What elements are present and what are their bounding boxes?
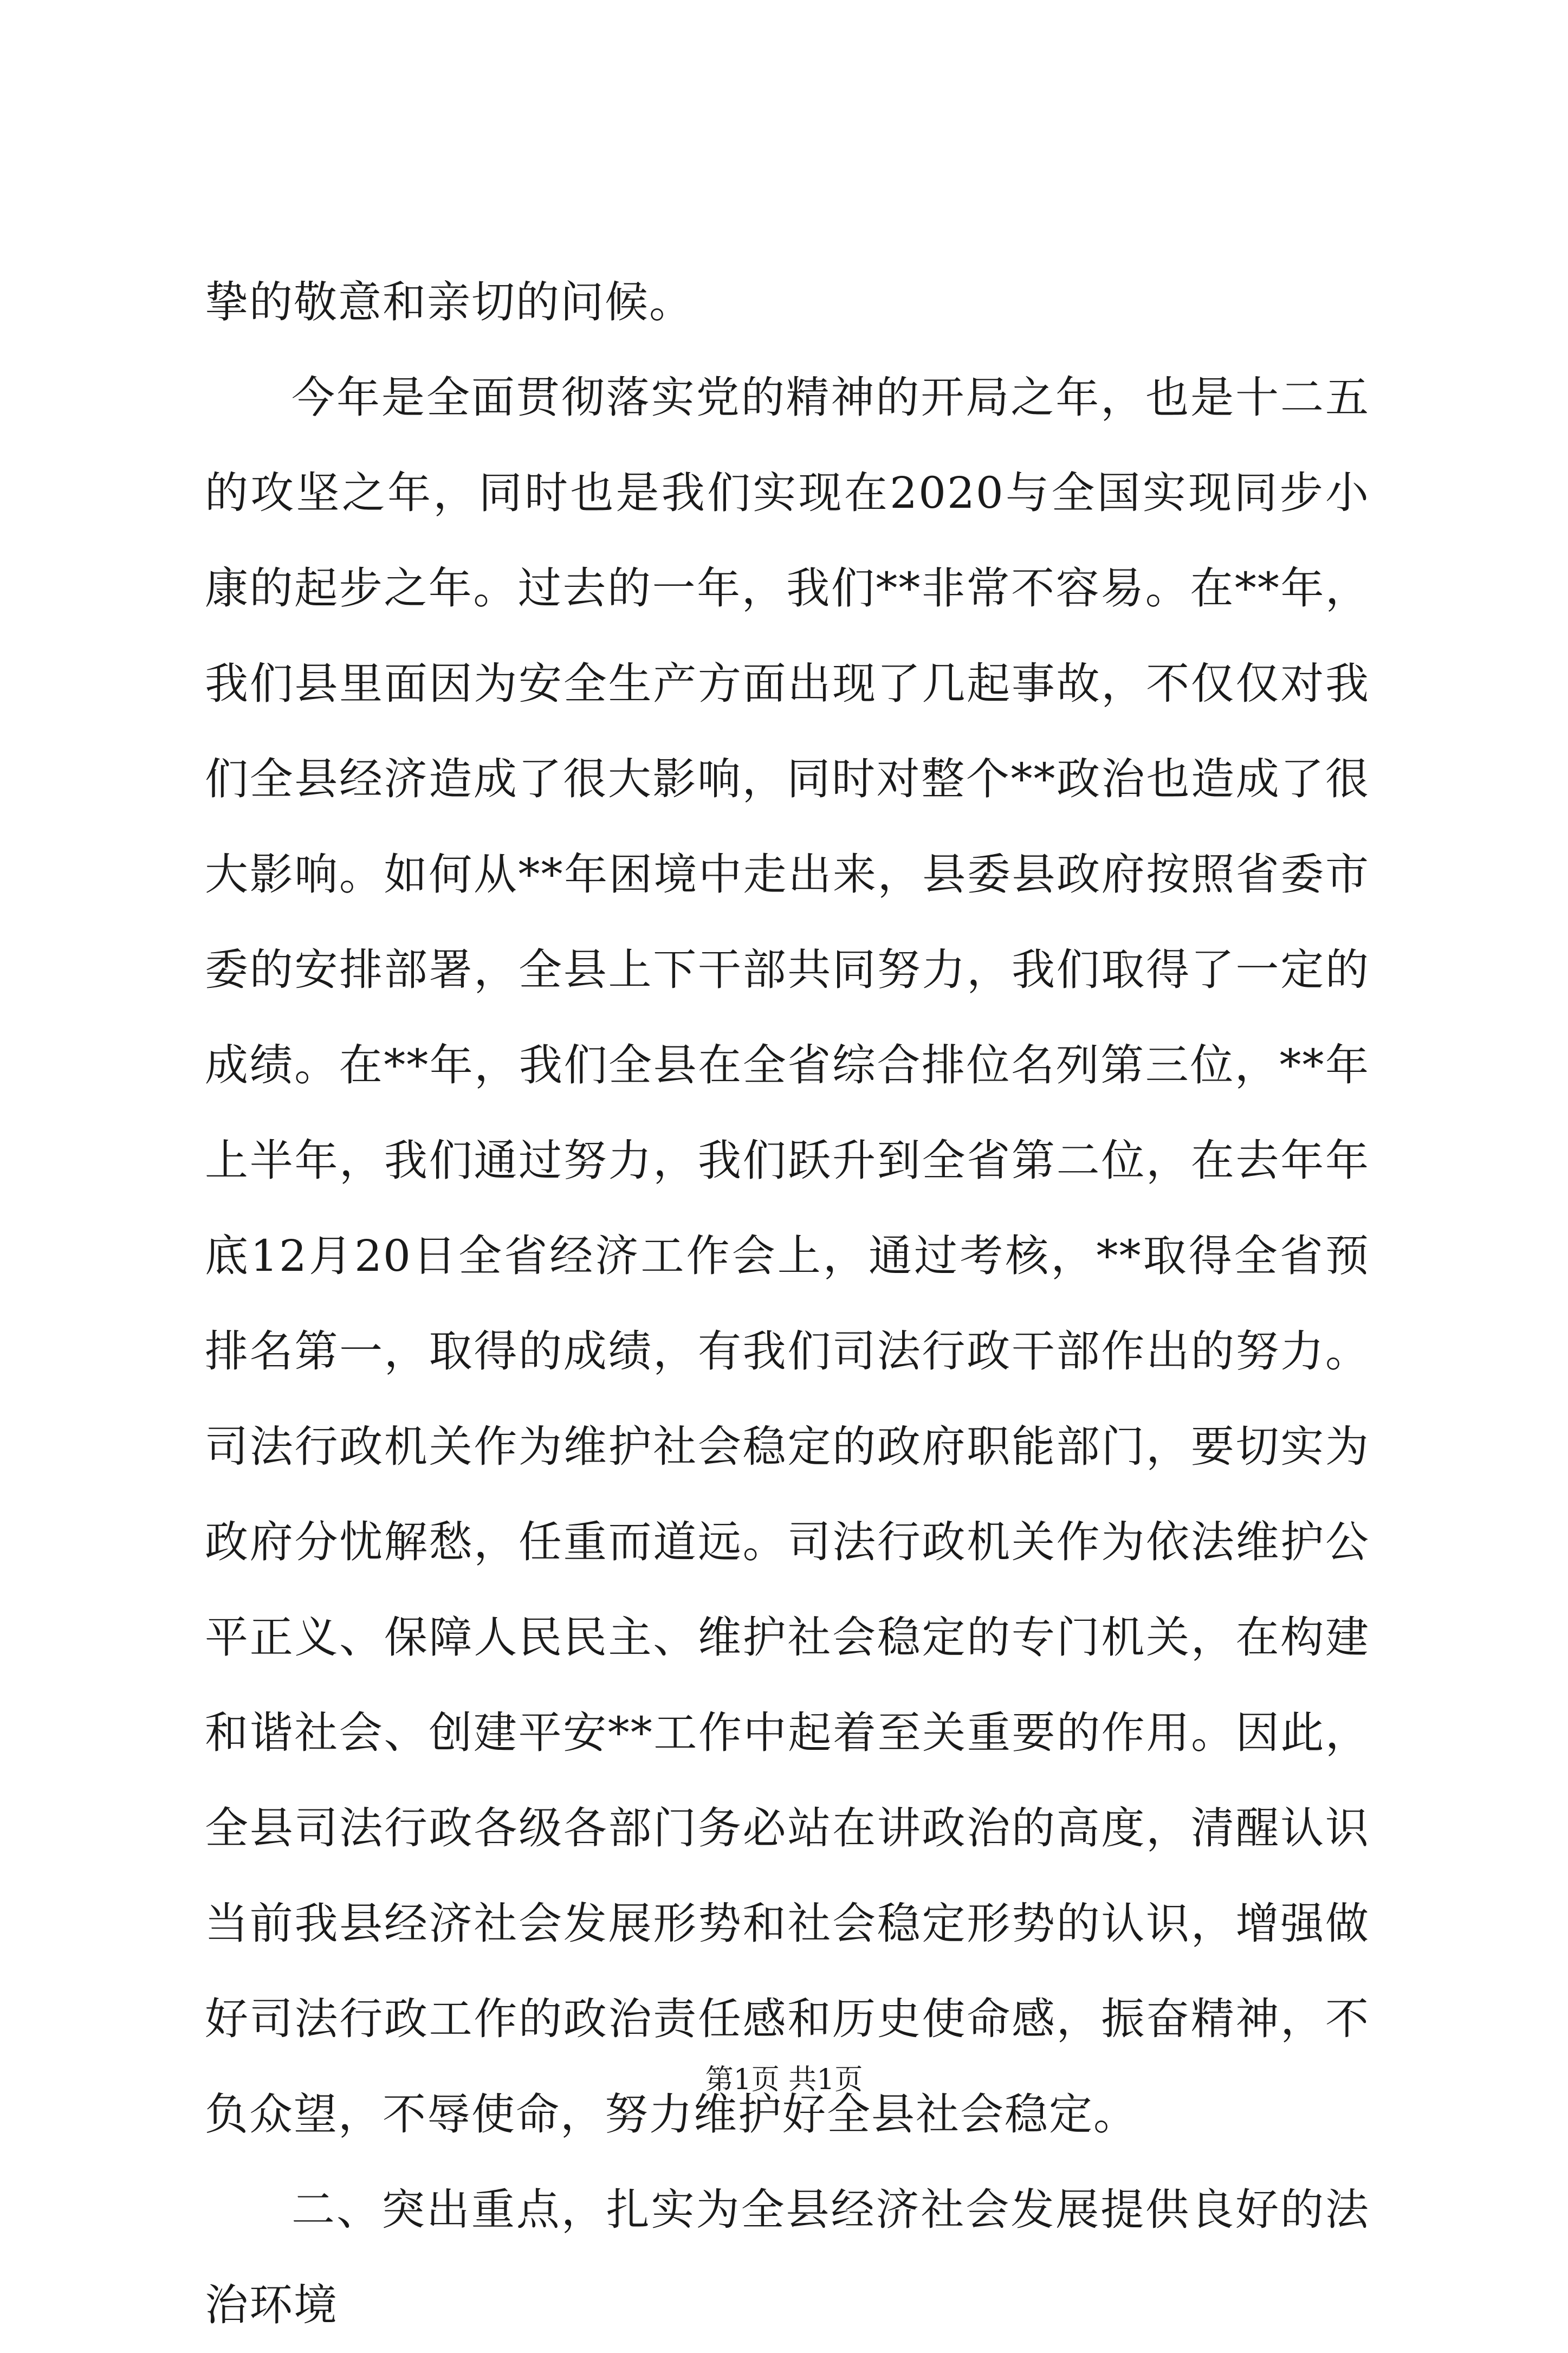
section-heading: 二、突出重点，扎实为全县经济社会发展提供良好的法治环境 bbox=[205, 2184, 1370, 2330]
paragraph-continuation: 挚的敬意和亲切的问候。 bbox=[205, 277, 694, 327]
page-footer: 第1页 共1页 bbox=[705, 2064, 863, 2096]
document-body bbox=[205, 255, 1370, 2353]
paragraph-main: 今年是全面贯彻落实党的精神的开局之年，也是十二五的攻坚之年，同时也是我们实现在2020与全国实现同步小康的起步之年。过去的一年，我们**非常不容易。在**年，我们县里面因为安全生产方面出现了几起事故，不仅仅对我们全县经济造成了很大影响，同时对整个**政治也造成了很大影响。如何从**年困境中走出来，县委县政府按照省委市委的安排部署，全县上下干部共同努力，我们取得了一定的成绩。在**年，我们全县在全省综合排位名列第三位，**年上半年，我们通过努力，我们跃升到全省第二位，在去年年底12月20日全省经济工作会上，通过考核，**取得全省预排名第一，取得的成绩，有我们司法行政干部作出的努力。司法行政机关作为维护社会稳定的政府职能部门，要切实为政府分忧解愁，任重而道远。司法行政机关作为依法维护公平正义、保障人民民主、维护社会稳定的专门机关，在构建和谐社会、创建平安**工作中起着至关重要的作用。因此，全县司法行政各级各部门务必站在讲政治的高度，清醒认识当前我县经济社会发展形势和社会稳定形势的认识，增强做好司法行政工作的政治责任感和历史使命感，振奋精神，不负众望，不辱使命，努力维护好全县社会稳定。 bbox=[205, 372, 1370, 2139]
